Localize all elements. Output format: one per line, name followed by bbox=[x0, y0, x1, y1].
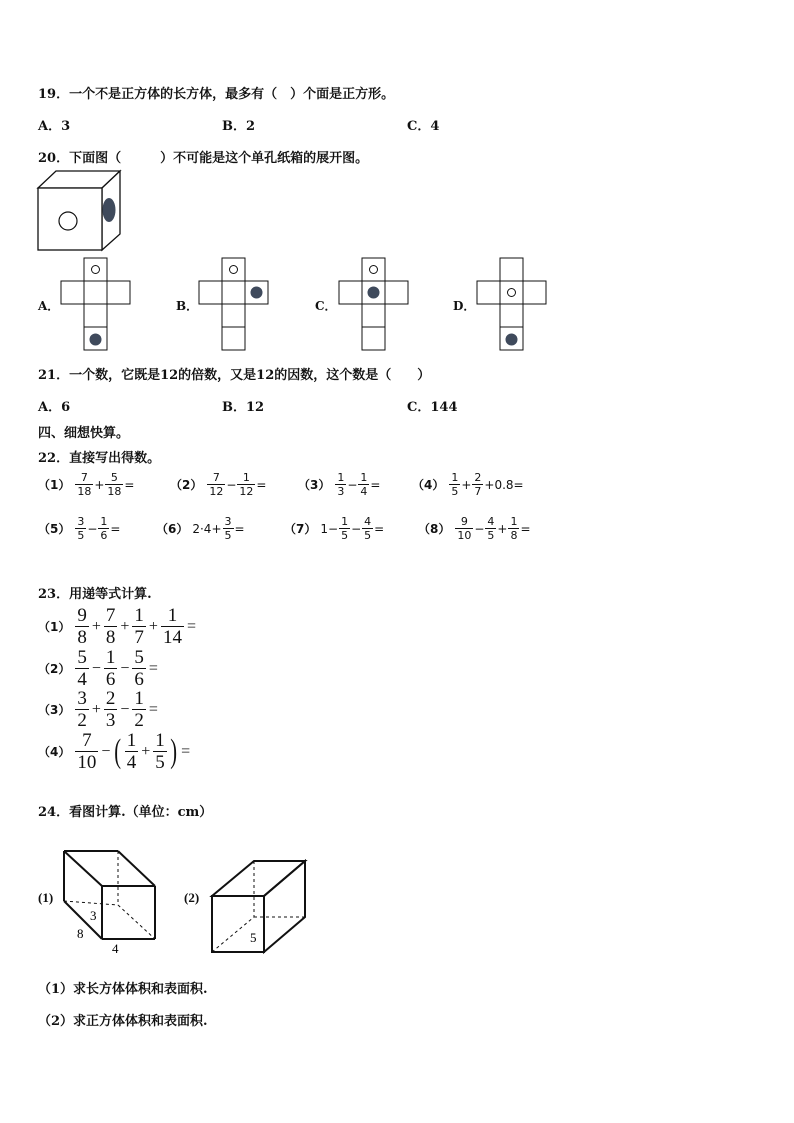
item-number: （3） bbox=[298, 478, 331, 492]
operator: + bbox=[461, 477, 472, 492]
numerator: 3 bbox=[77, 515, 85, 528]
operator: + bbox=[91, 700, 101, 718]
numerator: 7 bbox=[105, 605, 116, 626]
numerator: 4 bbox=[487, 515, 495, 528]
operator: − bbox=[226, 477, 237, 492]
item-number: （1） bbox=[38, 620, 71, 634]
operator: +0.8= bbox=[484, 477, 524, 492]
fraction bbox=[75, 689, 89, 730]
q22-item-5 bbox=[38, 516, 120, 541]
denominator: 4 bbox=[126, 752, 137, 773]
fraction bbox=[153, 731, 167, 772]
fraction bbox=[132, 606, 146, 647]
operator: 2·4+ bbox=[192, 521, 222, 536]
operator: − bbox=[474, 521, 485, 536]
fraction bbox=[98, 516, 109, 541]
numerator: 7 bbox=[82, 730, 92, 751]
q24-sub1: （1）求长方体体积和表面积. bbox=[38, 982, 208, 997]
fraction bbox=[104, 689, 118, 730]
q23-item-4 bbox=[38, 731, 192, 772]
q23-item-3 bbox=[38, 689, 160, 730]
denominator: 6 bbox=[105, 669, 116, 690]
operator: = bbox=[256, 477, 267, 492]
numerator: 7 bbox=[80, 471, 88, 484]
fraction bbox=[485, 516, 496, 541]
dim-width: 8 bbox=[77, 926, 84, 941]
q21-option-c[interactable]: C．144 bbox=[407, 400, 458, 415]
denominator: 5 bbox=[155, 752, 165, 773]
net-b[interactable] bbox=[198, 255, 274, 351]
numerator: 1 bbox=[134, 605, 144, 626]
operator: − bbox=[120, 700, 130, 718]
cuboid-figure bbox=[60, 847, 162, 953]
item-number: （3） bbox=[38, 703, 71, 717]
fraction bbox=[75, 472, 93, 497]
numerator: 5 bbox=[110, 471, 118, 484]
fraction bbox=[207, 472, 225, 497]
denominator: 8 bbox=[77, 627, 87, 648]
q21-option-b[interactable]: B．12 bbox=[222, 400, 265, 415]
q22-item-2 bbox=[170, 472, 266, 497]
operator: + bbox=[94, 477, 105, 492]
q22-item-7 bbox=[284, 516, 384, 541]
numerator: 5 bbox=[134, 647, 144, 668]
hole-side bbox=[103, 198, 116, 222]
numerator: 1 bbox=[155, 730, 165, 751]
q19-option-a[interactable]: A．3 bbox=[38, 119, 71, 134]
denominator: 10 bbox=[77, 752, 97, 773]
q22-item-8 bbox=[418, 516, 531, 541]
item-number: （1） bbox=[38, 478, 71, 492]
fraction bbox=[105, 472, 123, 497]
q22-item-6 bbox=[156, 516, 245, 541]
denominator: 3 bbox=[337, 485, 345, 498]
fraction bbox=[449, 472, 460, 497]
fraction bbox=[358, 472, 369, 497]
operator: − bbox=[347, 477, 358, 492]
box-figure bbox=[36, 168, 122, 254]
fraction bbox=[75, 606, 89, 647]
fraction bbox=[104, 648, 118, 689]
operator: = bbox=[124, 477, 135, 492]
denominator: 8 bbox=[510, 529, 518, 542]
numerator: 3 bbox=[77, 688, 87, 709]
numerator: 1 bbox=[337, 471, 345, 484]
q20-text: 20．下面图（ ）不可能是这个单孔纸箱的展开图。 bbox=[38, 151, 369, 166]
numerator: 2 bbox=[474, 471, 482, 484]
dim-length: 4 bbox=[112, 941, 119, 953]
denominator: 6 bbox=[134, 669, 144, 690]
numerator: 1 bbox=[360, 471, 368, 484]
denominator: 2 bbox=[134, 710, 144, 731]
fraction bbox=[472, 472, 483, 497]
numerator: 5 bbox=[77, 647, 87, 668]
numerator: 1 bbox=[510, 515, 518, 528]
q22-item-1 bbox=[38, 472, 134, 497]
operator: − bbox=[87, 521, 98, 536]
operator: = bbox=[186, 617, 196, 635]
q24-title: 24．看图计算.（单位：cm） bbox=[38, 805, 213, 820]
item-number: （8） bbox=[418, 522, 451, 536]
q19-text: 19．一个不是正方体的长方体，最多有（ ）个面是正方形。 bbox=[38, 87, 395, 102]
denominator: 14 bbox=[162, 627, 182, 648]
operator: + bbox=[120, 617, 130, 635]
q23-item-2 bbox=[38, 648, 160, 689]
denominator: 10 bbox=[457, 529, 472, 542]
operator: = bbox=[148, 659, 158, 677]
q20-option-c[interactable]: C． bbox=[315, 299, 337, 313]
parenthesis: ( bbox=[114, 732, 122, 770]
numerator: 1 bbox=[134, 688, 144, 709]
fraction bbox=[339, 516, 350, 541]
numerator: 1 bbox=[451, 471, 459, 484]
operator: = bbox=[148, 700, 158, 718]
fraction bbox=[104, 606, 118, 647]
fraction bbox=[161, 606, 184, 647]
cube-figure bbox=[208, 858, 310, 956]
operator: + bbox=[148, 617, 158, 635]
numerator: 1 bbox=[167, 605, 178, 626]
net-a[interactable] bbox=[60, 255, 136, 351]
q19-option-c[interactable]: C．4 bbox=[407, 119, 440, 134]
item-number: （4） bbox=[38, 745, 71, 759]
denominator: 6 bbox=[100, 529, 108, 542]
q20-option-b[interactable]: B． bbox=[176, 299, 199, 313]
fraction bbox=[223, 516, 234, 541]
q24-sub2: （2）求正方体体积和表面积. bbox=[38, 1014, 208, 1029]
numerator: 3 bbox=[224, 515, 232, 528]
denominator: 5 bbox=[77, 529, 85, 542]
q22-item-3 bbox=[298, 472, 380, 497]
operator: − bbox=[351, 521, 362, 536]
q22-item-4 bbox=[412, 472, 524, 497]
numerator: 1 bbox=[242, 471, 250, 484]
denominator: 2 bbox=[77, 710, 87, 731]
numerator: 4 bbox=[364, 515, 372, 528]
operator: + bbox=[91, 617, 101, 635]
fraction bbox=[75, 731, 98, 772]
numerator: 1 bbox=[126, 730, 137, 751]
operator: − bbox=[120, 659, 130, 677]
dim-edge: 5 bbox=[250, 930, 257, 945]
item-number: （4） bbox=[412, 478, 445, 492]
item-number: （5） bbox=[38, 522, 71, 536]
operator: = bbox=[234, 521, 245, 536]
operator: + bbox=[141, 742, 151, 760]
numerator: 9 bbox=[77, 605, 87, 626]
denominator: 5 bbox=[224, 529, 232, 542]
item-number: （7） bbox=[284, 522, 317, 536]
denominator: 7 bbox=[134, 627, 144, 648]
item-number: （6） bbox=[156, 522, 189, 536]
fraction bbox=[335, 472, 346, 497]
fraction bbox=[455, 516, 473, 541]
dim-height: 3 bbox=[90, 908, 97, 923]
fraction bbox=[132, 648, 146, 689]
fig2-label: (2) bbox=[184, 890, 200, 905]
q23-title: 23．用递等式计算. bbox=[38, 587, 152, 602]
q20-option-a[interactable]: A． bbox=[38, 299, 60, 313]
fraction bbox=[237, 472, 255, 497]
fraction bbox=[75, 516, 86, 541]
operator: − bbox=[91, 659, 101, 677]
denominator: 12 bbox=[209, 485, 224, 498]
numerator: 9 bbox=[460, 515, 468, 528]
numerator: 1 bbox=[100, 515, 108, 528]
q21-text: 21．一个数，它既是12的倍数，又是12的因数，这个数是（ ） bbox=[38, 368, 431, 383]
denominator: 7 bbox=[474, 485, 482, 498]
denominator: 5 bbox=[487, 529, 495, 542]
denominator: 12 bbox=[239, 485, 254, 498]
denominator: 3 bbox=[105, 710, 116, 731]
item-number: （2） bbox=[38, 662, 71, 676]
q20-option-d[interactable]: D． bbox=[453, 299, 476, 313]
operator: − bbox=[101, 742, 111, 760]
fraction bbox=[132, 689, 146, 730]
denominator: 4 bbox=[360, 485, 368, 498]
denominator: 4 bbox=[77, 669, 87, 690]
hole-front bbox=[59, 212, 77, 230]
operator: = bbox=[370, 477, 381, 492]
denominator: 18 bbox=[107, 485, 122, 498]
denominator: 5 bbox=[364, 529, 372, 542]
item-number: （2） bbox=[170, 478, 203, 492]
section-title: 四、细想快算。 bbox=[38, 426, 130, 441]
denominator: 5 bbox=[451, 485, 459, 498]
net-d[interactable] bbox=[476, 255, 552, 351]
q23-item-1 bbox=[38, 606, 198, 647]
denominator: 18 bbox=[77, 485, 92, 498]
q21-option-a[interactable]: A．6 bbox=[38, 400, 71, 415]
fraction bbox=[362, 516, 373, 541]
operator: = bbox=[110, 521, 121, 536]
numerator: 1 bbox=[105, 647, 116, 668]
numerator: 7 bbox=[212, 471, 220, 484]
fraction bbox=[75, 648, 89, 689]
operator: = bbox=[374, 521, 385, 536]
numerator: 1 bbox=[341, 515, 349, 528]
net-c[interactable] bbox=[338, 255, 414, 351]
denominator: 5 bbox=[341, 529, 349, 542]
fraction bbox=[125, 731, 139, 772]
operator: + bbox=[497, 521, 508, 536]
parenthesis: ) bbox=[170, 732, 177, 770]
q19-option-b[interactable]: B．2 bbox=[222, 119, 256, 134]
q22-title: 22．直接写出得数。 bbox=[38, 451, 161, 466]
operator: = bbox=[520, 521, 531, 536]
operator: = bbox=[181, 742, 191, 760]
fraction bbox=[508, 516, 519, 541]
denominator: 8 bbox=[105, 627, 116, 648]
operator: 1− bbox=[320, 521, 339, 536]
numerator: 2 bbox=[105, 688, 116, 709]
fig1-label: (1) bbox=[38, 890, 54, 905]
